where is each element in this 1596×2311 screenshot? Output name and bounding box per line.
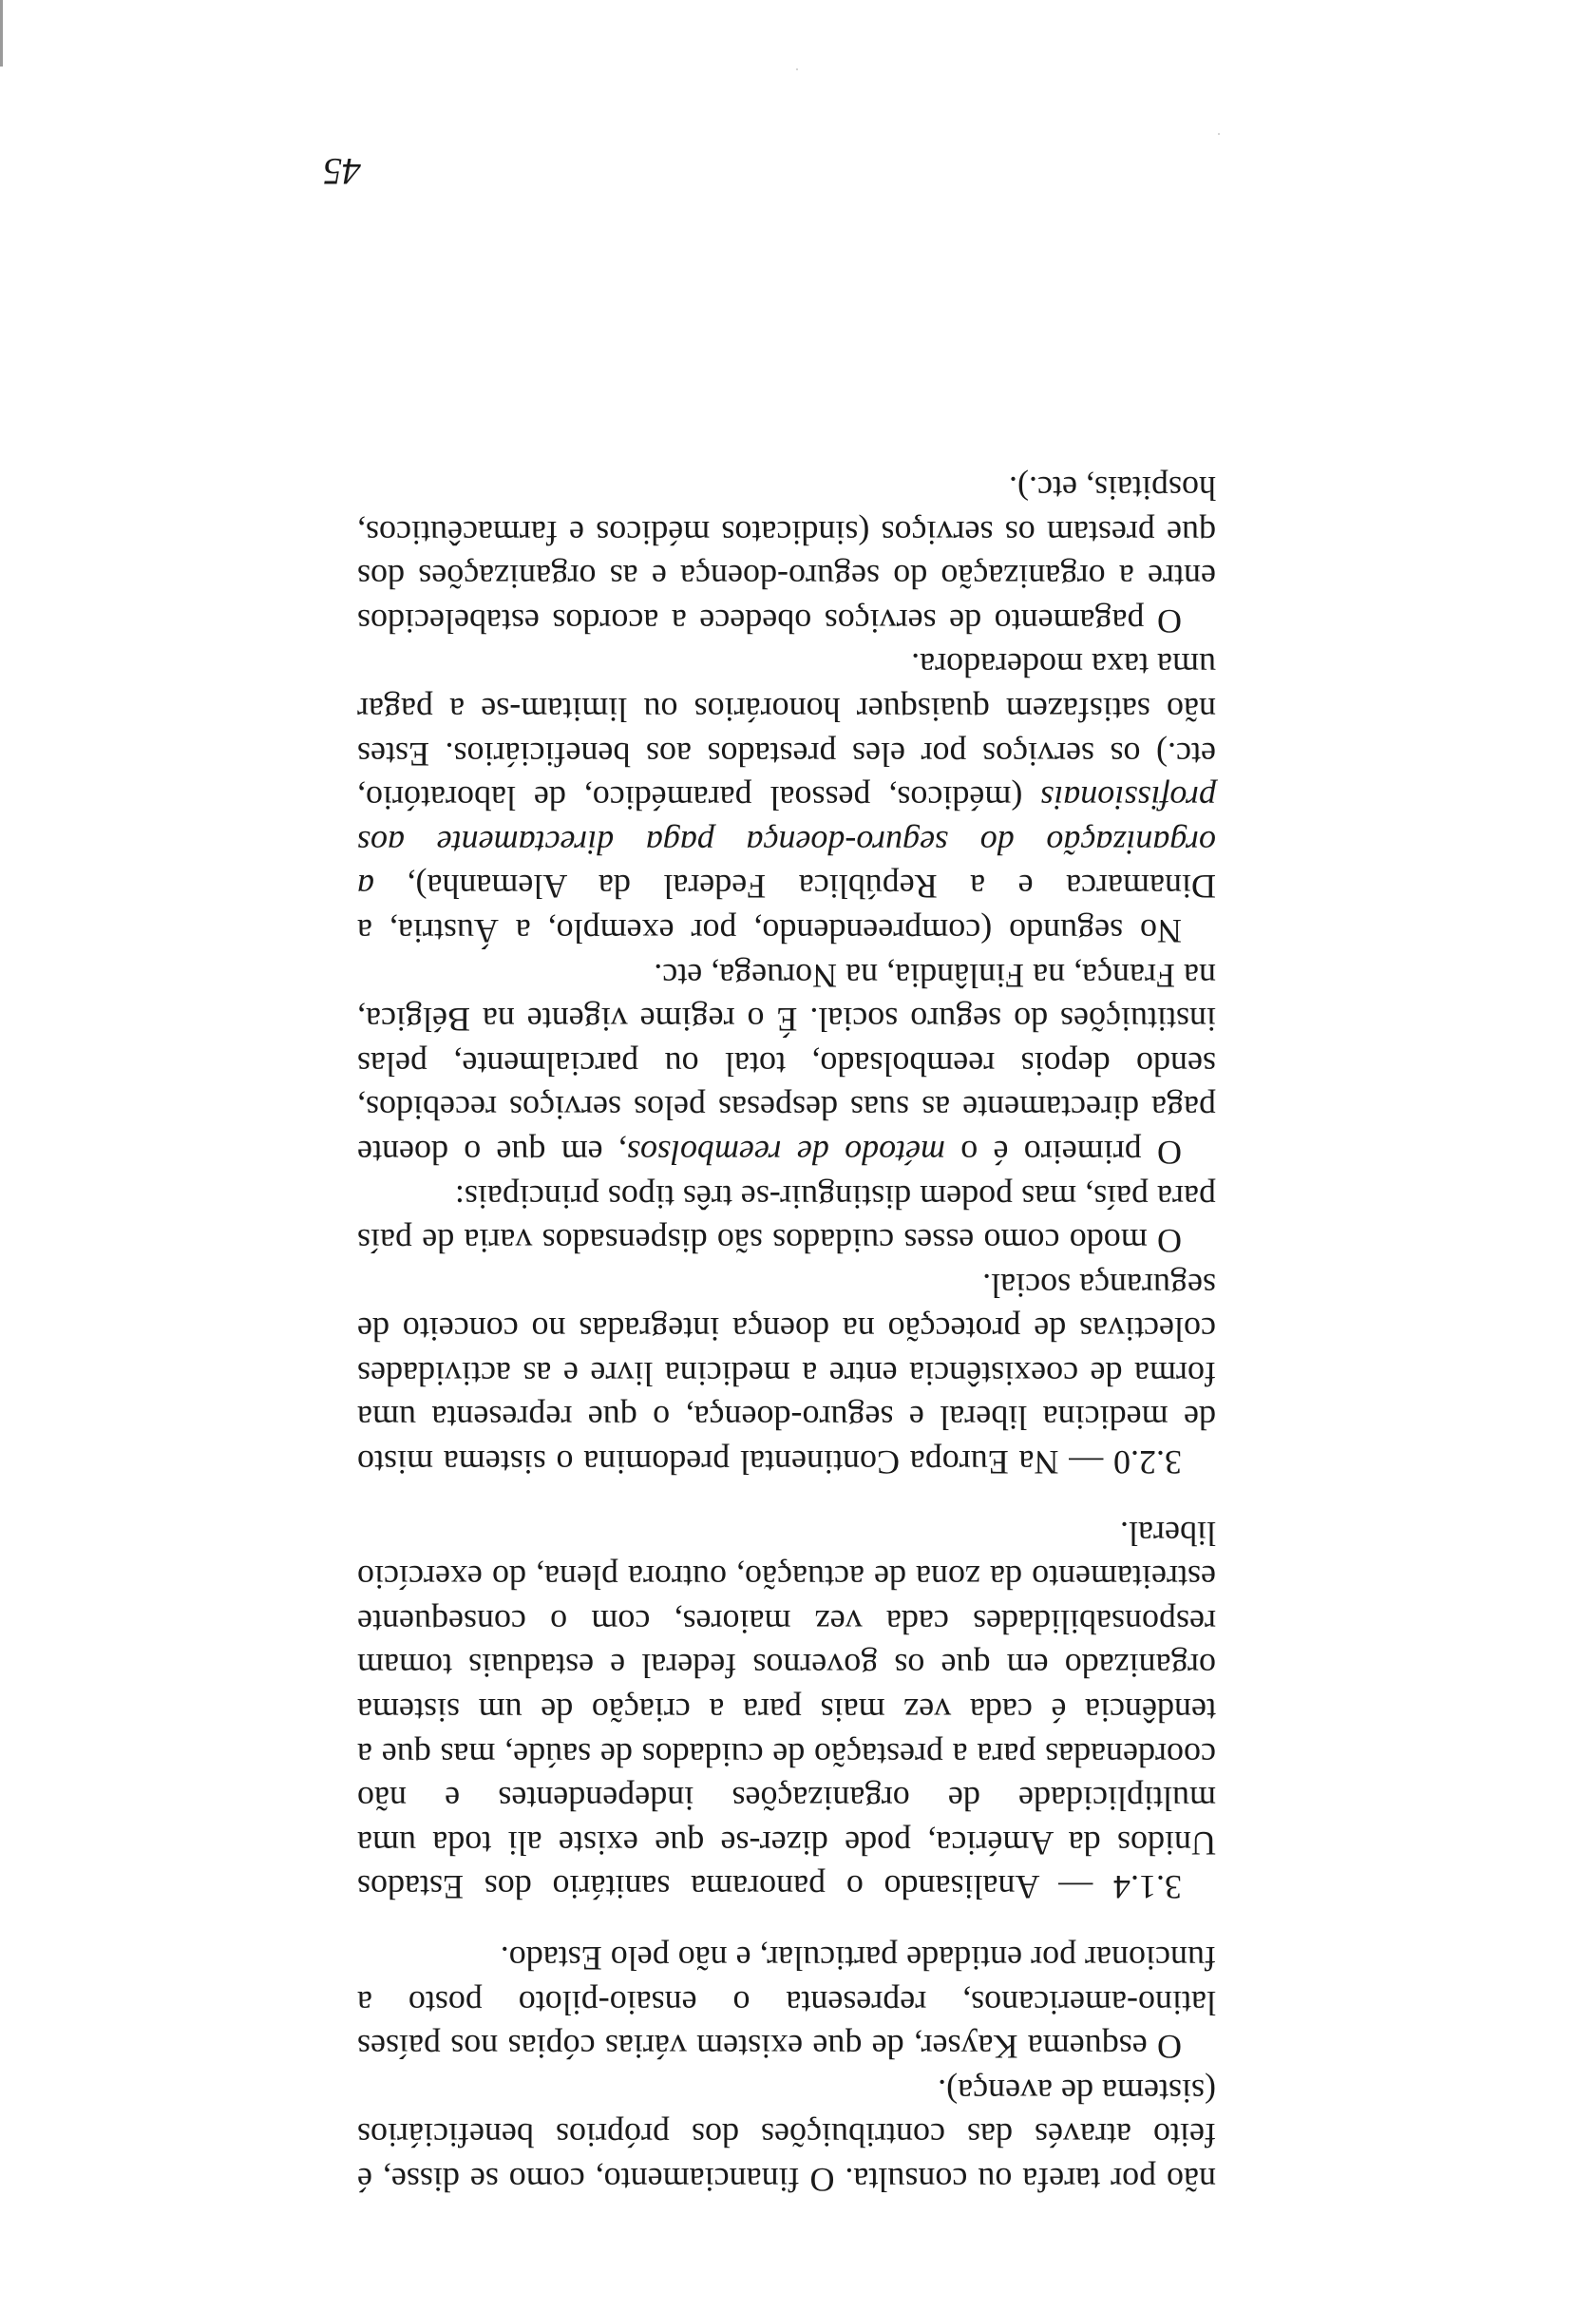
text-run: O pagamento de serviços obedece a acordos estabelecidos entre a organização do seguro-doença e as organizações dos que prestam os serviços (sindicatos médicos e farmacêuticos, hospitais, etc.). [357,469,1216,640]
paragraph-section-3-1-4 [357,1511,1216,1909]
text-run: O primeiro é o [945,1133,1182,1172]
paragraph-service-payment [357,466,1216,642]
paragraph-kayser-scheme [357,1936,1216,2069]
text-run-italic: método de reembolsos [626,1133,946,1172]
paragraph-reimbursement-method [357,953,1216,1175]
page-number: 45 [323,150,361,193]
paragraph-financing [357,2069,1216,2202]
text-run: não por tarefa ou consulta. O financiamento, como se disse, é feito através das contribuições dos próprios beneficiários (sistema de avença). [357,2072,1216,2199]
text-run: O esquema Kayser, de que existem várias cópias nos países latino-americanos, representa o ensaio-piloto posto a funcionar por entidade particular, e não pelo Estado. [357,1939,1216,2067]
text-run: 3.1.4 — Analisando o panorama sanitário dos Estados Unidos da América, pode dizer-se que existe ali toda uma multiplicidade de organizações independentes e não coordenadas para a prestação de cuidados de saúde, mas que a tendência é cada vez mais para a criação de um sistema organizado em que os governos federal e estaduais tomam responsabilidades cada vez maiores, com o consequente estreitamento da zona de actuação, outrora plena, do exercício liberal. [357,1514,1216,1907]
text-run: (médicos, pessoal paramédico, de laboratório, etc.) os serviços por eles prestados aos beneficiários. Estes não satisfazem quaisquer honorários ou limitam-se a pagar uma taxa moderadora. [357,646,1216,818]
text-run: O modo como esses cuidados são dispensados varia de país para país, mas podem distinguir-se três tipos principais: [357,1177,1216,1261]
paragraph-direct-payment [357,643,1216,953]
text-run: , em que o doente paga directamente as suas despesas pelos serviços recebidos, sendo depois reembolsado, total ou parcialmente, pelas instituições do seguro social. É o regime vigente na Bélgica, na França, na Finlândia, na Noruega, etc. [356,956,1216,1172]
body-text [357,466,1216,2202]
text-run: 3.2.0 — Na Europa Continental predomina o sistema misto de medicina liberal e seguro-doença, o que representa uma forma de coexistência entre a medicina livre e as actividades colectivas de protecção na doença integradas no conceito de segurança social. [357,1266,1216,1482]
paragraph-section-3-2-0 [357,1263,1216,1484]
text-run: No segundo (compreendendo, por exemplo, a Áustria, a Dinamarca e a República Federal da Alemanha), [357,868,1216,950]
paragraph-three-types [357,1175,1216,1263]
text-run-italic: a organização do seguro-doença paga directamente aos profissionais [357,779,1216,907]
